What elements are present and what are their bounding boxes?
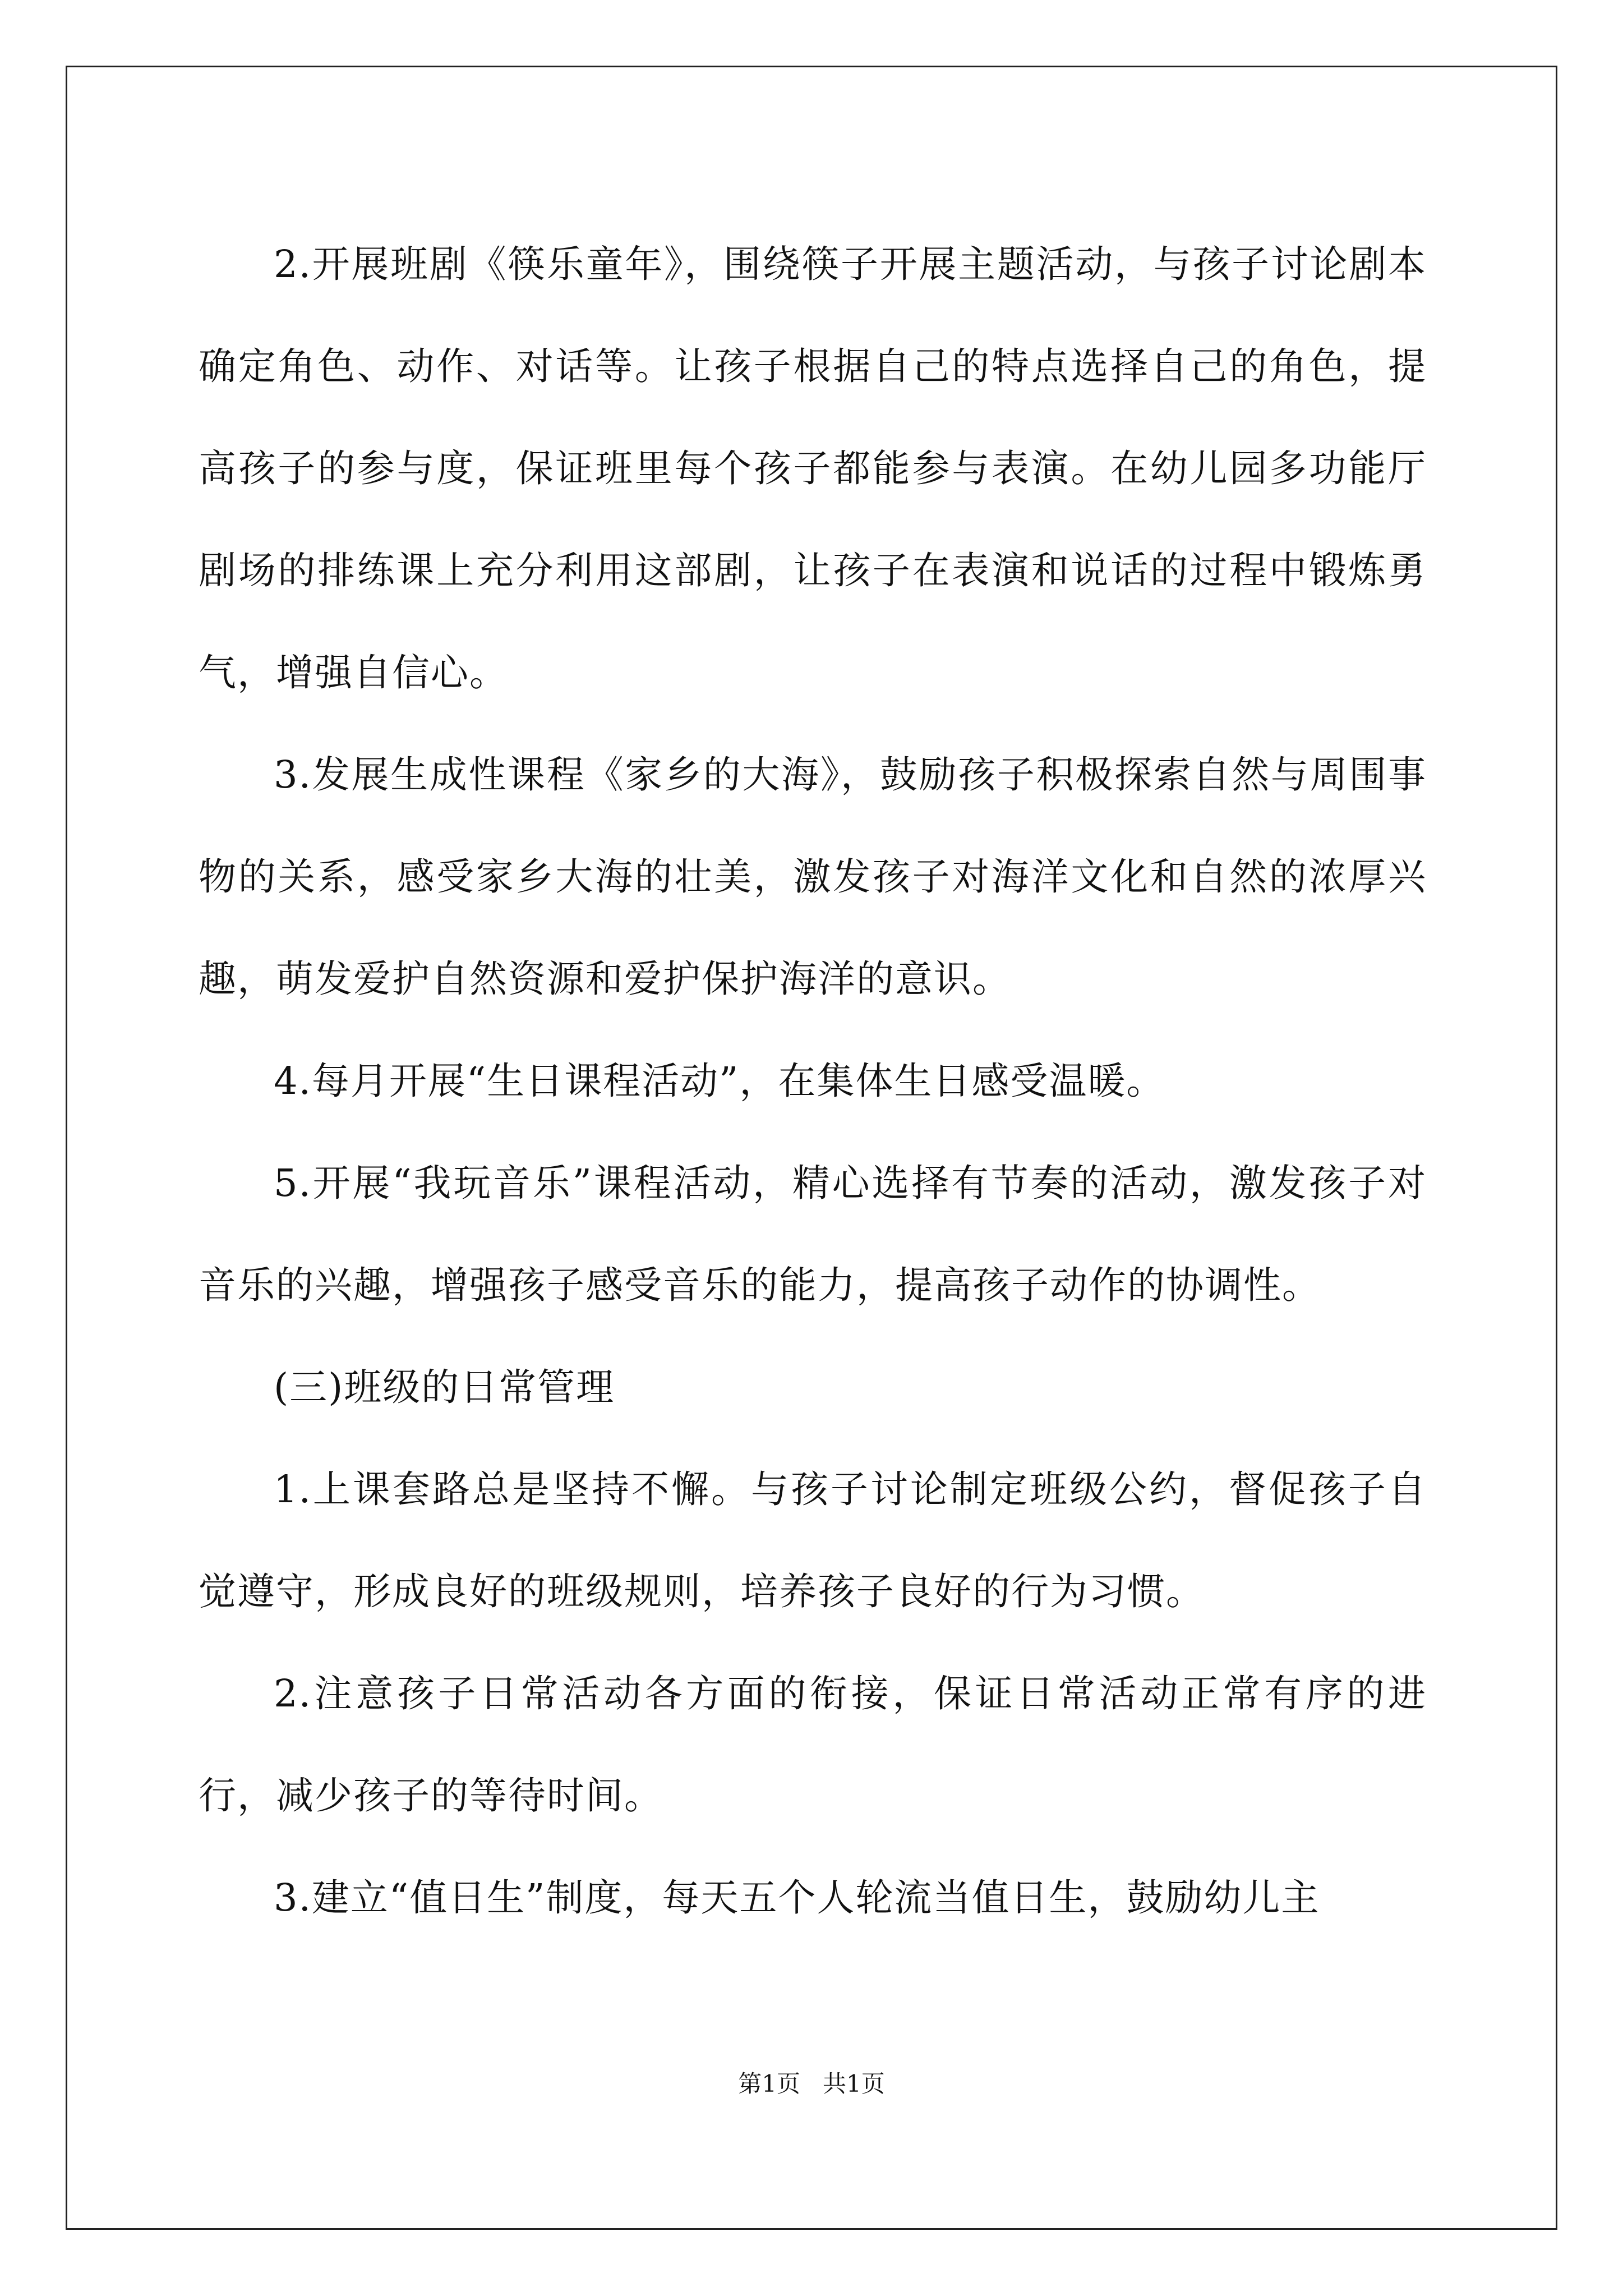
page-number-footer: 第1页 共1页 <box>738 2070 885 2097</box>
paragraph-5: 1.上课套路总是坚持不懈。与孩子讨论制定班级公约，督促孩子自觉遵守，形成良好的班级规则，培养孩子良好的行为习惯。 <box>199 1467 1427 1613</box>
document-body <box>199 213 1427 1949</box>
paragraph-6: 2.注意孩子日常活动各方面的衔接，保证日常活动正常有序的进行，减少孩子的等待时间。 <box>199 1672 1427 1818</box>
paragraph-2: 3.发展生成性课程《家乡的大海》，鼓励孩子积极探索自然与周围事物的关系，感受家乡大海的壮美，激发孩子对海洋文化和自然的浓厚兴趣，萌发爱护自然资源和爱护保护海洋的意识。 <box>199 753 1427 1001</box>
paragraph-3: 4.每月开展“生日课程活动”，在集体生日感受温暖。 <box>274 1059 1165 1103</box>
paragraph-1: 2.开展班剧《筷乐童年》，围绕筷子开展主题活动，与孩子讨论剧本确定角色、动作、对话等。让孩子根据自己的特点选择自己的角色，提高孩子的参与度，保证班里每个孩子都能参与表演。在幼儿园多功能厅剧场的排练课上充分利用这部剧，让孩子在表演和说话的过程中锻炼勇气，增强自信心。 <box>199 242 1427 694</box>
paragraph-4: 5.开展“我玩音乐”课程活动，精心选择有节奏的活动，激发孩子对音乐的兴趣，增强孩子感受音乐的能力，提高孩子动作的协调性。 <box>199 1161 1427 1307</box>
paragraph-7: 3.建立“值日生”制度，每天五个人轮流当值日生，鼓励幼儿主 <box>274 1876 1320 1920</box>
section-heading: (三)班级的日常管理 <box>274 1365 615 1409</box>
